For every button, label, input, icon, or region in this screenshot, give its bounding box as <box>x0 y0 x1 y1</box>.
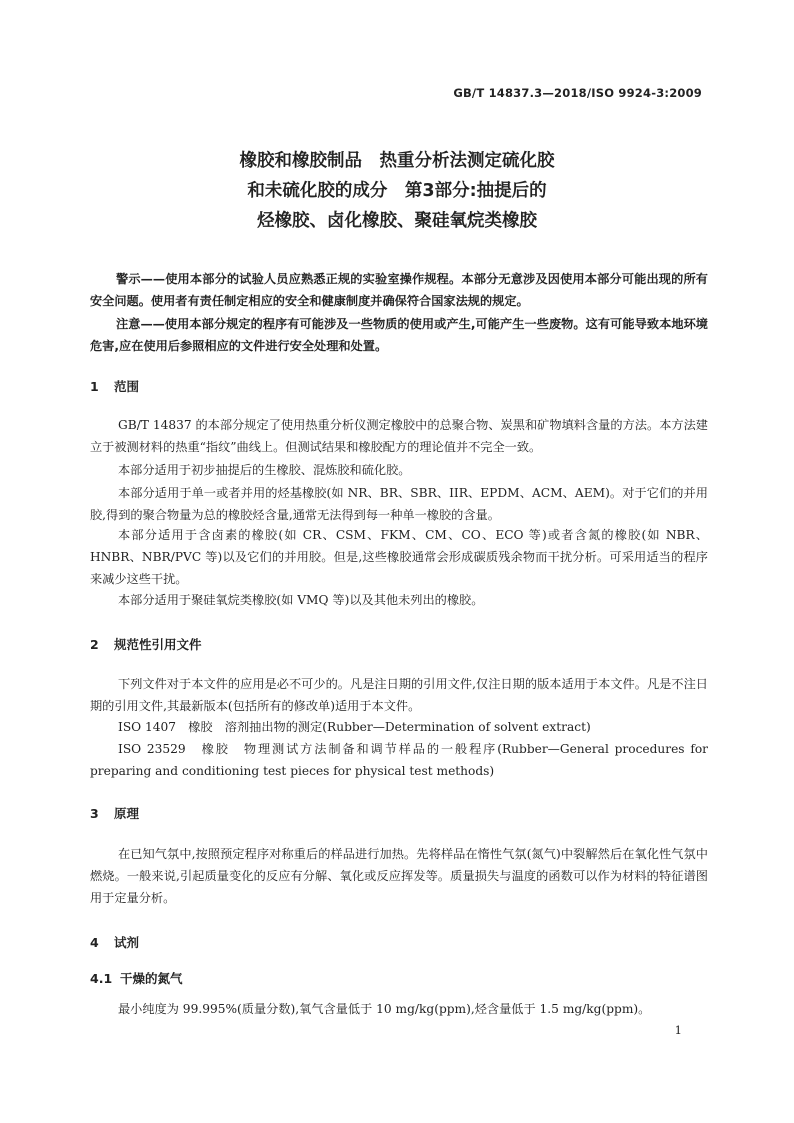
subsection-number: 4.1 <box>90 971 113 986</box>
section-number: 2 <box>90 637 99 652</box>
section-1-paragraph-2: 本部分适用于初步抽提后的生橡胶、混炼胶和硫化胶。 <box>118 463 411 477</box>
title-line-2: 和未硫化胶的成分 第3部分:抽提后的 <box>247 181 547 201</box>
section-3-heading <box>90 804 139 822</box>
section-title: 规范性引用文件 <box>114 637 202 652</box>
title-line-3: 烃橡胶、卤化橡胶、聚硅氧烷类橡胶 <box>257 211 537 231</box>
section-title: 原理 <box>114 806 140 821</box>
title-line-1: 橡胶和橡胶制品 热重分析法测定硫化胶 <box>239 151 555 171</box>
section-title: 试剂 <box>114 935 140 950</box>
section-title: 范围 <box>114 379 140 394</box>
section-1-paragraph-4: 本部分适用于含卤素的橡胶(如 CR、CSM、FKM、CM、CO、ECO 等)或者含氮的橡胶(如 NBR、HNBR、NBR/PVC 等)以及它们的并用胶。但是,这些橡胶通常会形成碳质残余物而干扰分析。可采用适当的程序来减少这些干扰。 <box>90 528 708 586</box>
section-1-paragraph-3: 本部分适用于单一或者并用的烃基橡胶(如 NR、BR、SBR、IIR、EPDM、ACM、AEM)。对于它们的并用胶,得到的聚合物量为总的橡胶烃含量,通常无法得到每一种单一橡胶的含量。 <box>90 486 708 522</box>
subsection-title: 干燥的氮气 <box>120 971 183 986</box>
document-title <box>0 146 794 236</box>
section-3-paragraph-1: 在已知气氛中,按照预定程序对称重后的样品进行加热。先将样品在惰性气氛(氮气)中裂解然后在氧化性气氛中燃烧。一般来说,引起质量变化的反应有分解、氧化或反应挥发等。质量损失与温度的函数可以作为材料的特征谱图用于定量分析。 <box>90 847 708 905</box>
notice-paragraph: 注意——使用本部分规定的程序有可能涉及一些物质的使用或产生,可能产生一些废物。这有可能导致本地环境危害,应在使用后参照相应的文件进行安全处理和处置。 <box>90 317 708 353</box>
page-number: 1 <box>674 1023 682 1037</box>
section-4-1-paragraph: 最小纯度为 99.995%(质量分数),氧气含量低于 10 mg/kg(ppm),烃含量低于 1.5 mg/kg(ppm)。 <box>118 1002 651 1016</box>
section-4-heading <box>90 933 139 951</box>
section-2-reference-2: ISO 23529 橡胶 物理测试方法制备和调节样品的一般程序(Rubber—General procedures for preparing and conditioning test pieces for physical test methods) <box>90 742 708 778</box>
section-number: 4 <box>90 935 99 950</box>
section-1-paragraph-1: GB/T 14837 的本部分规定了使用热重分析仪测定橡胶中的总聚合物、炭黑和矿物填料含量的方法。本方法建立于被测材料的热重“指纹”曲线上。但测试结果和橡胶配方的理论值并不完全一致。 <box>90 418 708 454</box>
section-1-paragraph-5: 本部分适用于聚硅氧烷类橡胶(如 VMQ 等)以及其他未列出的橡胶。 <box>118 593 484 607</box>
section-number: 1 <box>90 379 99 394</box>
section-2-paragraph-1: 下列文件对于本文件的应用是必不可少的。凡是注日期的引用文件,仅注日期的版本适用于本文件。凡是不注日期的引用文件,其最新版本(包括所有的修改单)适用于本文件。 <box>90 677 708 713</box>
subsection-4-1-heading <box>90 969 183 987</box>
section-2-heading <box>90 635 202 653</box>
warning-paragraph: 警示——使用本部分的试验人员应熟悉正规的实验室操作规程。本部分无意涉及因使用本部分可能出现的所有安全问题。使用者有责任制定相应的安全和健康制度并确保符合国家法规的规定。 <box>90 272 708 308</box>
section-1-heading <box>90 377 139 395</box>
section-2-reference-1: ISO 1407 橡胶 溶剂抽出物的测定(Rubber—Determination of solvent extract) <box>118 720 591 734</box>
section-number: 3 <box>90 806 99 821</box>
standard-code: GB/T 14837.3—2018/ISO 9924-3:2009 <box>453 86 702 100</box>
